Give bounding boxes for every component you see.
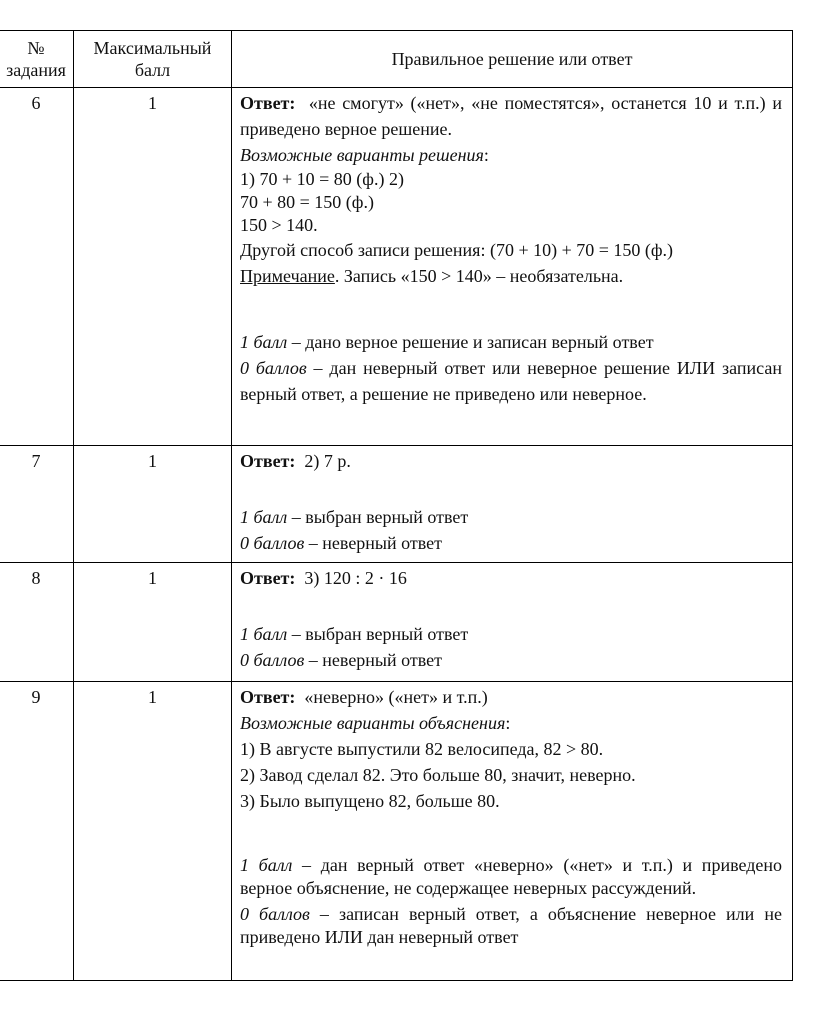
- task-solution: Ответ: «не смогут» («нет», «не поместятся», останется 10 и т.п.) и приведено верное решение. Возможные варианты решения: 1) 70 + 10 = 80 (ф.) 2) 70 + 80 = 150 (ф.) 150 > 140. Другой способ записи решения: (70 + 10) + 70 = 150 (ф.) Примечание. Запись «150 > 140» – необязательна. 1 балл – дано верное решение и записан верный ответ 0 баллов – дан неверный ответ или неверное решение ИЛИ записан верный ответ, а решение не приведено или неверное.: [232, 88, 793, 446]
- task-score: 1: [74, 682, 232, 981]
- solution-line: 1) 70 + 10 = 80 (ф.) 2): [240, 169, 404, 189]
- score0-label: 0 баллов: [240, 650, 305, 670]
- answer-text: «не смогут» («нет», «не поместятся», останется 10 и т.п.) и приведено верное решение.: [240, 93, 782, 139]
- header-num-line2: задания: [6, 60, 66, 80]
- table-header: [0, 31, 793, 88]
- table-row: [0, 563, 793, 682]
- answer-label: Ответ:: [240, 687, 296, 707]
- variants-label: Возможные варианты решения: [240, 145, 484, 165]
- table-row: [0, 88, 793, 446]
- table-row: [0, 682, 793, 981]
- task-solution: [232, 563, 793, 682]
- score1-label: 1 балл: [240, 507, 288, 527]
- answer-label: Ответ:: [240, 93, 296, 113]
- score0-label: 0 баллов: [240, 358, 307, 378]
- answer-label: Ответ:: [240, 568, 296, 588]
- score0-text: – неверный ответ: [304, 650, 443, 670]
- score1-label: 1 балл: [240, 332, 288, 352]
- score0-label: 0 баллов: [240, 533, 305, 553]
- note-label: Примечание: [240, 266, 335, 286]
- task-number: 7: [0, 446, 74, 563]
- header-solution: Правильное решение или ответ: [232, 31, 793, 88]
- task-score: 1: [74, 88, 232, 446]
- solution-line: 70 + 80 = 150 (ф.): [240, 192, 374, 212]
- task-solution: [232, 446, 793, 563]
- score0-text: – дан неверный ответ или неверное решение ИЛИ записан верный ответ, а решение не приведено или неверное.: [240, 358, 782, 404]
- task-score: 1: [74, 446, 232, 563]
- task-score: 1: [74, 563, 232, 682]
- score1-text: – выбран верный ответ: [287, 507, 469, 527]
- score1-text: – выбран верный ответ: [287, 624, 469, 644]
- header-num-line1: №: [27, 38, 45, 58]
- solution-line: Другой способ записи решения: (70 + 10) + 70 = 150 (ф.): [240, 240, 674, 260]
- score0-text: – записан верный ответ, а объяснение неверное или не приведено ИЛИ дан неверный ответ: [240, 904, 782, 947]
- header-max-score: [74, 31, 232, 88]
- explanation-line: 3) Было выпущено 82, больше 80.: [240, 791, 500, 811]
- answer-text: «неверно» («нет» и т.п.): [304, 687, 488, 707]
- note-text: . Запись «150 > 140» – необязательна.: [334, 266, 624, 286]
- answer-text: 3) 120 : 2 · 16: [304, 568, 407, 588]
- header-task-number: [0, 31, 74, 88]
- answers-table: [0, 30, 793, 981]
- header-max-line1: Максимальный: [93, 38, 212, 58]
- header-max-line2: балл: [134, 60, 171, 80]
- explanation-line: 2) Завод сделал 82. Это больше 80, значит, неверно.: [240, 765, 636, 785]
- score0-text: – неверный ответ: [304, 533, 443, 553]
- variants-label: Возможные варианты объяснения: [240, 713, 506, 733]
- score1-label: 1 балл: [240, 855, 293, 875]
- table-row: [0, 446, 793, 563]
- solution-line: 150 > 140.: [240, 215, 318, 235]
- score1-text: – дано верное решение и записан верный ответ: [287, 332, 654, 352]
- task-number: 8: [0, 563, 74, 682]
- score1-label: 1 балл: [240, 624, 288, 644]
- explanation-line: 1) В августе выпустили 82 велосипеда, 82 > 80.: [240, 739, 604, 759]
- task-number: 9: [0, 682, 74, 981]
- task-number: 6: [0, 88, 74, 446]
- score0-label: 0 баллов: [240, 904, 310, 924]
- answer-label: Ответ:: [240, 451, 296, 471]
- score1-text: – дан верный ответ «неверно» («нет» и т.п.) и приведено верное объяснение, не содержащее неверных рассуждений.: [240, 855, 783, 898]
- task-solution: Ответ: «неверно» («нет» и т.п.) Возможные варианты объяснения: 1) В августе выпустили 82 велосипеда, 82 > 80. 2) Завод сделал 82. Это больше 80, значит, неверно. 3) Было выпущено 82, больше 80. 1 балл – дан верный ответ «неверно» («нет» и т.п.) и приведено верное объяснение, не содержащее неверных рассуждений. 0 баллов – записан верный ответ, а объяснение неверное или не приведено ИЛИ дан неверный ответ: [232, 682, 793, 981]
- answer-text: 2) 7 р.: [304, 451, 351, 471]
